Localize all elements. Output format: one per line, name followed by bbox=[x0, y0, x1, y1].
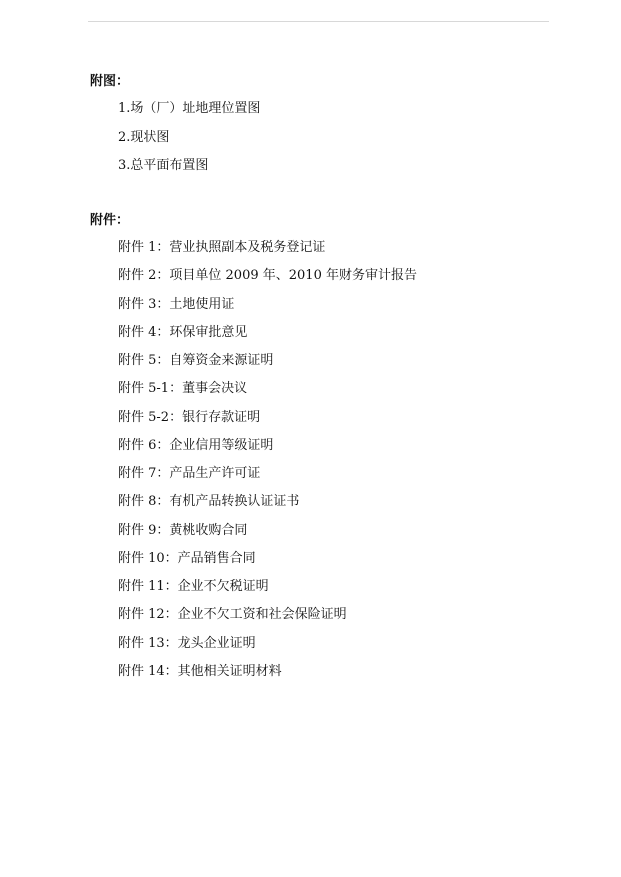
attachment-item: 附件 10：产品销售合同 bbox=[118, 550, 256, 566]
figures-heading: 附图： bbox=[90, 74, 130, 89]
attachment-item: 附件 5-1：董事会决议 bbox=[118, 381, 248, 397]
attachment-item: 附件 3：土地使用证 bbox=[118, 296, 235, 312]
attachment-item: 附件 13：龙头企业证明 bbox=[118, 635, 256, 651]
attachment-list bbox=[118, 240, 417, 692]
attachment-item: 附件 2：项目单位 2009 年、2010 年财务审计报告 bbox=[118, 268, 417, 284]
attachment-item: 附件 5-2：银行存款证明 bbox=[118, 409, 261, 425]
figure-item: 3.总平面布置图 bbox=[118, 158, 209, 173]
attachment-item: 附件 14：其他相关证明材料 bbox=[118, 663, 282, 679]
attachment-item: 附件 8：有机产品转换认证证书 bbox=[118, 494, 300, 510]
attachment-item: 附件 6：企业信用等级证明 bbox=[118, 437, 274, 453]
attachments-heading: 附件： bbox=[90, 213, 130, 228]
attachment-item: 附件 5：自筹资金来源证明 bbox=[118, 353, 274, 368]
attachment-item: 附件 12：企业不欠工资和社会保险证明 bbox=[118, 607, 347, 623]
figure-list bbox=[118, 101, 260, 187]
attachment-item: 附件 9：黄桃收购合同 bbox=[118, 522, 248, 538]
attachment-item: 附件 7：产品生产许可证 bbox=[118, 466, 261, 481]
attachment-item: 附件 11：企业不欠税证明 bbox=[118, 579, 269, 594]
header-rule bbox=[88, 21, 549, 22]
attachment-item: 附件 4：环保审批意见 bbox=[118, 324, 248, 340]
figure-item: 2.现状图 bbox=[118, 129, 170, 145]
attachment-item: 附件 1：营业执照副本及税务登记证 bbox=[118, 240, 326, 255]
figure-item: 1.场（厂）址地理位置图 bbox=[118, 101, 261, 116]
